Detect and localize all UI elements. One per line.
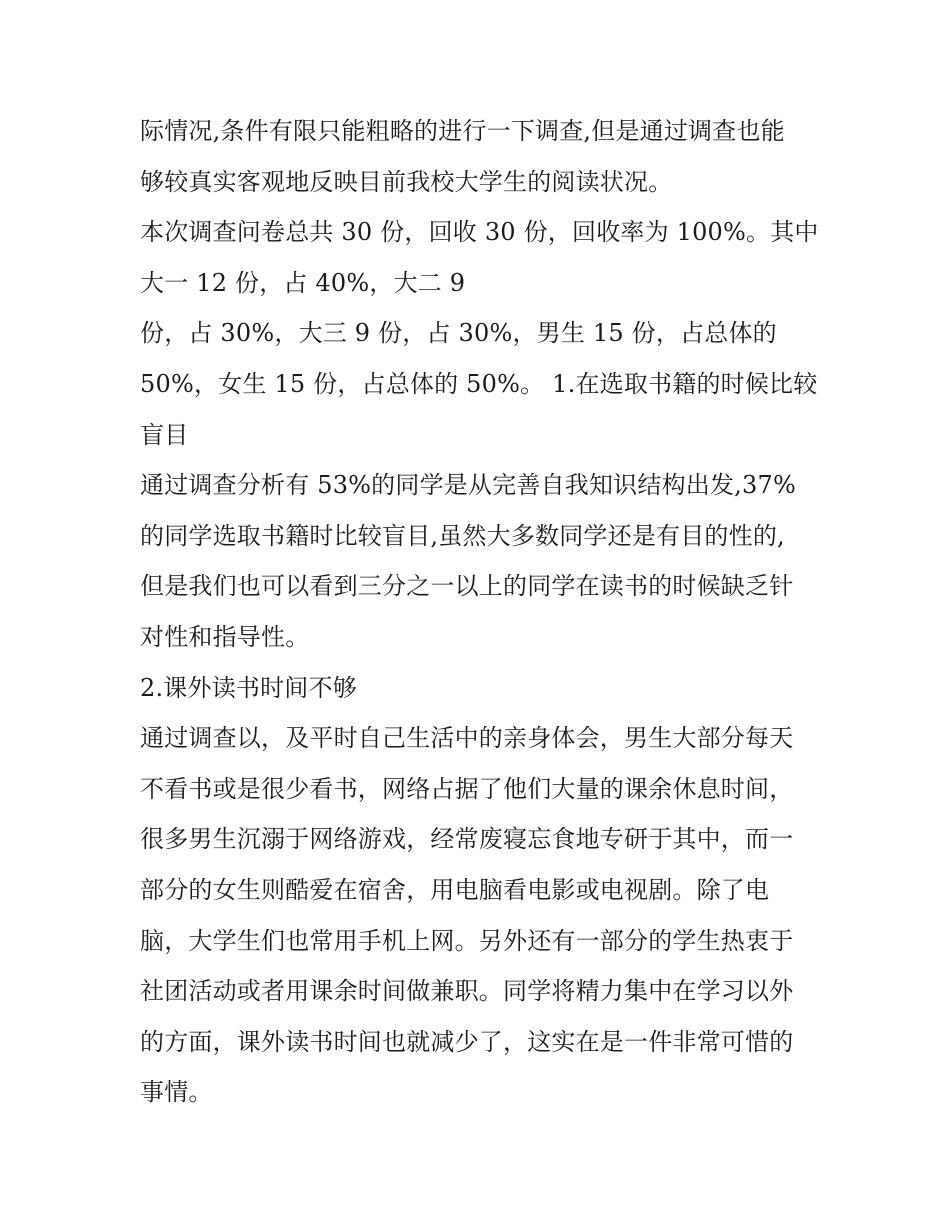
section-heading-line: 盲目 <box>140 420 189 449</box>
text-line: 对性和指导性。 <box>140 622 310 651</box>
text-line: 际情况,条件有限只能粗略的进行一下调查,但是通过调查也能 <box>140 117 785 145</box>
text-line: 通过调查以，及平时自己生活中的亲身体会，男生大部分每天 <box>140 724 794 753</box>
text-line: 事情。 <box>140 1078 213 1107</box>
text-line: 通过调查分析有 53%的同学是从完善自我知识结构出发,37% <box>140 471 796 500</box>
text-line: 够较真实客观地反映目前我校大学生的阅读状况。 <box>140 167 673 196</box>
text-line: 的同学选取书籍时比较盲目,虽然大多数同学还是有目的性的, <box>140 521 785 550</box>
text-line: 社团活动或者用课余时间做兼职。同学将精力集中在学习以外 <box>140 977 794 1006</box>
text-line: 本次调查问卷总共 30 份，回收 30 份，回收率为 100%。其中 <box>140 218 819 247</box>
text-line: 不看书或是很少看书，网络占据了他们大量的课余休息时间， <box>140 774 794 803</box>
section-heading: 2.课外读书时间不够 <box>140 673 357 702</box>
text-line: 的方面，课外读书时间也就减少了，这实在是一件非常可惜的 <box>140 1027 794 1056</box>
text-line: 脑，大学生们也常用手机上网。另外还有一部分的学生热衷于 <box>140 926 794 955</box>
text-line: 但是我们也可以看到三分之一以上的同学在读书的时候缺乏针 <box>140 572 794 601</box>
text-line: 大一 12 份，占 40%，大二 9 <box>140 268 466 297</box>
text-line: 部分的女生则酷爱在宿舍，用电脑看电影或电视剧。除了电 <box>140 875 770 904</box>
body-text <box>140 106 830 1118</box>
text-line: 50%，女生 15 份，占总体的 50%。 1.在选取书籍的时候比较 <box>140 369 818 398</box>
text-line: 很多男生沉溺于网络游戏，经常废寝忘食地专研于其中，而一 <box>140 825 794 854</box>
text-line: 份，占 30%，大三 9 份，占 30%，男生 15 份，占总体的 <box>140 319 777 348</box>
